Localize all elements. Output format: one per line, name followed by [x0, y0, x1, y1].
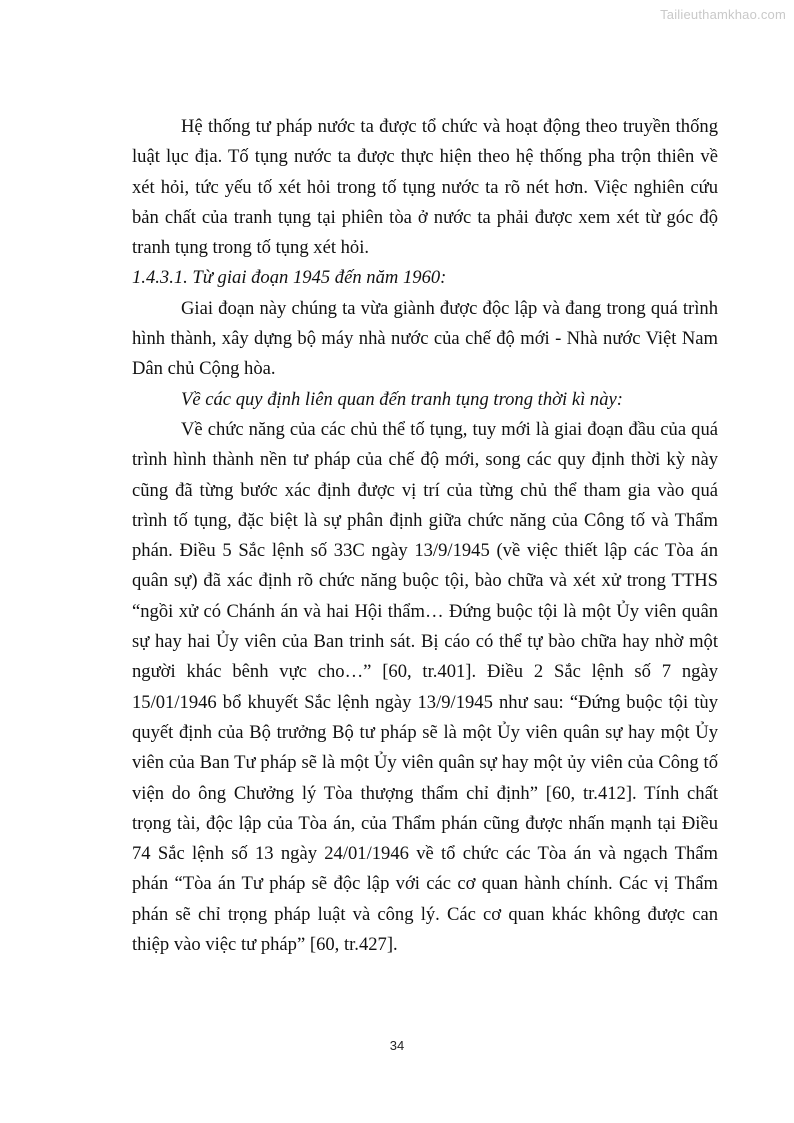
intro-paragraph: Hệ thống tư pháp nước ta được tổ chức và hoạt động theo truyền thống luật lục địa. Tố tụng nước ta được thực hiện theo hệ thống pha trộn thiên về xét hỏi, tức yếu tố xét hỏi trong tố tụng nước ta rõ nét hơn. Việc nghiên cứu bản chất của tranh tụng tại phiên tòa ở nước ta phải được xem xét từ góc độ tranh tụng trong tố tụng xét hỏi.	[132, 116, 718, 259]
page-number: 34	[389, 1038, 405, 1053]
watermark: Tailieuthamkhao.com	[660, 7, 786, 22]
document-body	[132, 112, 718, 960]
section-heading: 1.4.3.1. Từ giai đoạn 1945 đến năm 1960:	[132, 267, 447, 289]
period-paragraph: Giai đoạn này chúng ta vừa giành được độc lập và đang trong quá trình hình thành, xây dựng bộ máy nhà nước của chế độ mới - Nhà nước Việt Nam Dân chủ Cộng hòa.	[132, 297, 718, 380]
functions-paragraph: Về chức năng của các chủ thể tố tụng, tuy mới là giai đoạn đầu của quá trình hình thành nền tư pháp của chế độ mới, song các quy định thời kỳ này cũng đã từng bước xác định được vị trí của từng chủ thể tham gia vào quá trình tố tụng, đặc biệt là sự phân định giữa chức năng của Công tố và Thẩm phán. Điều 5 Sắc lệnh số 33C ngày 13/9/1945 (về việc thiết lập các Tòa án quân sự) đã xác định rõ chức năng buộc tội, bào chữa và xét xử trong TTHS “ngồi xử có Chánh án và hai Hội thẩm… Đứng buộc tội là một Ủy viên quân sự hay hai Ủy viên của Ban trinh sát. Bị cáo có thể tự bào chữa hay nhờ một người khác bênh vực cho…” [60, tr.401]. Điều 2 Sắc lệnh số 7 ngày 15/01/1946 bổ khuyết Sắc lệnh ngày 13/9/1945 như sau: “Đứng buộc tội tùy quyết định của Bộ trưởng Bộ tư pháp sẽ là một Ủy viên quân sự hay một Ủy viên của Ban Tư pháp sẽ là một Ủy viên quân sự hay một ủy viên của Công tố viện do ông Chưởng lý Tòa thượng thẩm chỉ định” [60, tr.412]. Tính chất trọng tài, độc lập của Tòa án, của Thẩm phán cũng được nhấn mạnh tại Điều 74 Sắc lệnh số 13 ngày 24/01/1946 về tổ chức các Tòa án và ngạch Thẩm phán “Tòa án Tư pháp sẽ độc lập với các cơ quan hành chính. Các vị Thẩm phán sẽ chỉ trọng pháp luật và công lý. Các cơ quan khác không được can thiệp vào việc tư pháp” [60, tr.427].	[132, 418, 718, 956]
subheading: Về các quy định liên quan đến tranh tụng trong thời kì này:	[181, 388, 623, 410]
